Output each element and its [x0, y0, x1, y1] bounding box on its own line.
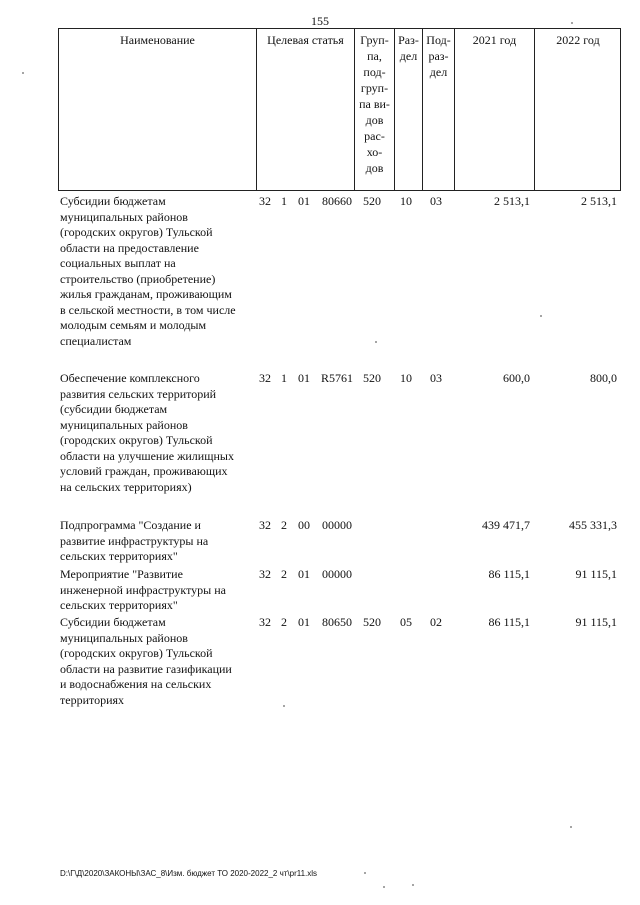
row-name: [60, 194, 256, 349]
header-group: [355, 32, 394, 176]
row-name-line: социальных выплат на: [60, 256, 176, 270]
header-group-line: груп-: [360, 81, 389, 95]
subsection-code: 03: [430, 371, 442, 385]
row-name-line: территориях: [60, 692, 125, 707]
row-name-line: условий граждан, проживающих: [60, 464, 228, 478]
row-name-line: инженерной инфраструктуры на: [60, 582, 226, 597]
page-number: 155: [311, 14, 329, 28]
table-header: [58, 28, 621, 191]
section-code: 05: [400, 615, 412, 629]
header-subsection: [423, 32, 454, 80]
row-name-line: строительство (приобретение): [60, 271, 216, 286]
file-path-footer: D:\Г\Д\2020\ЗАКОНЫ\ЗАС_8\Изм. бюджет ТО 2020-2022_2 чт\pr11.xls: [60, 869, 318, 878]
header-group-line: Груп-: [360, 33, 389, 47]
header-group-line: под-: [363, 65, 386, 79]
target-program-code: 32: [259, 194, 271, 208]
row-name-line: (городских округов) Тульской: [60, 433, 213, 447]
row-name-line: сельских территориях": [60, 549, 178, 563]
scan-speck: [22, 72, 24, 74]
row-name-line: сельских территориях": [60, 598, 178, 612]
table-row: [58, 194, 638, 354]
scan-speck: [412, 884, 414, 886]
scan-speck: [571, 22, 573, 24]
group-code: 520: [363, 615, 381, 629]
row-name: [60, 371, 256, 495]
row-name-line: Обеспечение комплексного: [60, 371, 200, 385]
scan-speck: [540, 315, 542, 317]
row-name: [60, 567, 256, 614]
header-group-line: па ви-: [359, 97, 390, 111]
row-name-line: области на предоставление: [60, 240, 199, 255]
target-program-code: 32: [259, 518, 271, 532]
column-divider: [534, 29, 535, 190]
target-program-code: 32: [259, 371, 271, 385]
section-code: 10: [400, 371, 412, 385]
scan-speck: [283, 705, 285, 707]
value-2022: 2 513,1: [581, 194, 617, 208]
row-name-line: муниципальных районов: [60, 630, 188, 645]
row-name-line: (городских округов) Тульской: [60, 225, 213, 239]
column-divider: [454, 29, 455, 190]
target-direction-code: 80650: [322, 615, 352, 629]
header-section: [395, 32, 422, 64]
header-name: Наименование: [120, 33, 195, 47]
target-measure-code: 01: [298, 371, 310, 385]
target-program-code: 32: [259, 567, 271, 581]
table-row: [58, 567, 638, 615]
target-subprogram-code: 2: [281, 615, 287, 629]
row-name-line: (субсидии бюджетам: [60, 402, 168, 416]
value-2022: 91 115,1: [575, 567, 617, 581]
target-subprogram-code: 2: [281, 518, 287, 532]
header-group-line: дов: [365, 113, 384, 127]
subsection-code: 03: [430, 194, 442, 208]
row-name-line: (городских округов) Тульской: [60, 646, 213, 660]
row-name-line: области на развитие газификации: [60, 661, 232, 676]
section-code: 10: [400, 194, 412, 208]
table-row: [58, 615, 638, 711]
target-measure-code: 01: [298, 615, 310, 629]
row-name-line: на сельских территориях): [60, 479, 192, 494]
value-2021: 439 471,7: [482, 518, 530, 532]
header-year-2021: 2021 год: [472, 33, 517, 47]
row-name-line: в сельской местности, в том числе: [60, 302, 236, 317]
scan-speck: [383, 886, 385, 888]
scan-speck: [375, 341, 377, 343]
header-group-line: рас-: [364, 129, 385, 143]
value-2022: 91 115,1: [575, 615, 617, 629]
target-direction-code: 00000: [322, 518, 352, 532]
subsection-code: 02: [430, 615, 442, 629]
target-direction-code: 80660: [322, 194, 352, 208]
row-name-line: жилья гражданам, проживающим: [60, 287, 232, 301]
scan-speck: [364, 872, 366, 874]
row-name: [60, 518, 256, 565]
value-2021: 86 115,1: [488, 567, 530, 581]
header-subsection-line: дел: [429, 65, 448, 79]
target-subprogram-code: 1: [281, 371, 287, 385]
value-2021: 86 115,1: [488, 615, 530, 629]
header-section-line: дел: [399, 49, 418, 63]
value-2021: 600,0: [503, 371, 530, 385]
row-name-line: молодым семьям и молодым: [60, 318, 207, 332]
row-name-line: Подпрограмма "Создание и: [60, 518, 201, 532]
target-direction-code: R5761: [321, 371, 354, 385]
header-subsection-line: раз-: [428, 49, 449, 63]
column-divider: [256, 29, 257, 190]
row-name-line: муниципальных районов: [60, 209, 188, 224]
row-name-line: области на улучшение жилищных: [60, 448, 234, 463]
header-target: Целевая статья: [267, 33, 344, 47]
value-2022: 455 331,3: [569, 518, 617, 532]
target-measure-code: 01: [298, 194, 310, 208]
value-2021: 2 513,1: [494, 194, 530, 208]
row-name-line: специалистам: [60, 333, 132, 348]
table-row: [58, 518, 638, 566]
target-subprogram-code: 1: [281, 194, 287, 208]
row-name-line: муниципальных районов: [60, 417, 188, 432]
header-group-line: хо-: [366, 145, 383, 159]
scan-speck: [570, 826, 572, 828]
target-program-code: 32: [259, 615, 271, 629]
header-year-2022: 2022 год: [556, 33, 600, 47]
header-group-line: па,: [367, 49, 382, 63]
row-name-line: развития сельских территорий: [60, 386, 217, 401]
row-name-line: развитие инфраструктуры на: [60, 533, 209, 548]
row-name-line: Мероприятие "Развитие: [60, 567, 183, 581]
group-code: 520: [363, 371, 381, 385]
value-2022: 800,0: [590, 371, 617, 385]
target-measure-code: 00: [298, 518, 310, 532]
row-name: [60, 615, 256, 708]
header-section-line: Раз-: [398, 33, 419, 47]
row-name-line: и водоснабжения на сельских: [60, 677, 212, 691]
target-measure-code: 01: [298, 567, 310, 581]
table-row: [58, 371, 638, 501]
row-name-line: Субсидии бюджетам: [60, 615, 166, 629]
target-subprogram-code: 2: [281, 567, 287, 581]
group-code: 520: [363, 194, 381, 208]
target-direction-code: 00000: [322, 567, 352, 581]
header-subsection-line: Под-: [426, 33, 451, 47]
header-group-line: дов: [365, 161, 384, 175]
row-name-line: Субсидии бюджетам: [60, 194, 166, 208]
